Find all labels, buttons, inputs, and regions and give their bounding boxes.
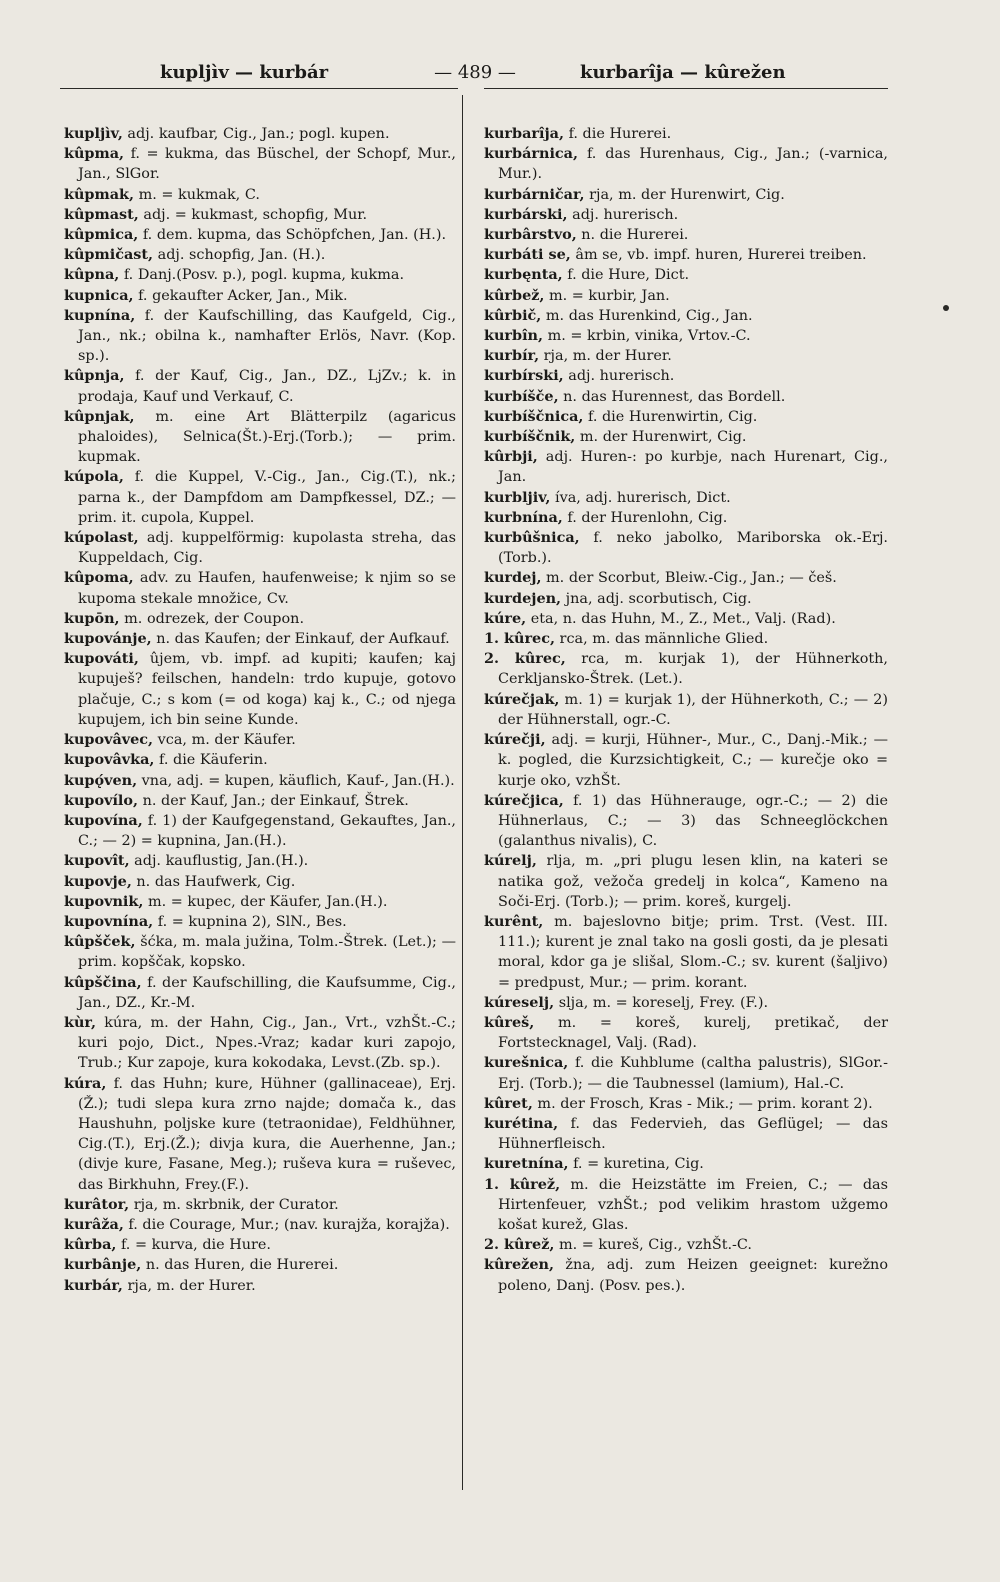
entry-definition: f. 1) das Hühnerauge, ogr.-C.; — 2) die Hühnerlaus, C.; — 3) das Schneeglöckchen (galanthus nivalis), C. bbox=[498, 792, 888, 850]
dictionary-entry bbox=[484, 1235, 888, 1255]
header-right-guide-words: kurbarîja — kûrežen bbox=[580, 62, 786, 83]
dictionary-entry bbox=[64, 366, 456, 406]
entry-definition: rlja, m. „pri plugu lesen klin, na kateri se natika gož, vežoča gredelj in kolca“, Kameno na Soči-Erj. (Torb.); — prim. koreš, kurgelj. bbox=[498, 853, 888, 910]
entry-headword: kupovje, bbox=[64, 872, 132, 890]
entry-definition: n. das Kaufen; der Einkauf, der Aufkauf. bbox=[151, 631, 450, 648]
entry-headword: kûrba, bbox=[64, 1236, 117, 1254]
dictionary-entry bbox=[64, 791, 456, 811]
entry-definition: m. der Frosch, Kras - Mik.; — prim. korant 2). bbox=[532, 1095, 873, 1112]
right-column bbox=[484, 124, 888, 1296]
entry-definition: m. = kukmak, C. bbox=[134, 186, 260, 203]
entry-headword: kurâža, bbox=[64, 1215, 124, 1233]
dictionary-entry bbox=[484, 649, 888, 689]
entry-headword: kupnica, bbox=[64, 286, 134, 304]
dictionary-entry bbox=[64, 1013, 456, 1074]
dictionary-entry bbox=[484, 185, 888, 205]
entry-headword: kurétina, bbox=[484, 1114, 559, 1132]
entry-headword: kurâtor, bbox=[64, 1195, 130, 1213]
entry-headword: kúpola, bbox=[64, 468, 124, 486]
entry-definition: m. die Heizstätte im Freien, C.; — das Hirtenfeuer, vzhŠt.; pod velikim hrastom užgemo košat kurež, Glas. bbox=[498, 1176, 888, 1233]
entry-headword: kûpmak, bbox=[64, 185, 135, 203]
entry-headword: kupljìv, bbox=[64, 125, 123, 142]
entry-headword: kupovît, bbox=[64, 852, 130, 870]
entry-headword: kurbîn, bbox=[484, 327, 544, 345]
entry-headword: kûpmast, bbox=[64, 205, 139, 223]
dictionary-entry bbox=[484, 245, 888, 265]
dictionary-entry bbox=[484, 730, 888, 791]
entry-definition: f. der Kaufschilling, das Kaufgeld, Cig., Jan., nk.; obilna k., namhafter Erlös, Navr. (Kop. sp.). bbox=[78, 307, 456, 365]
entry-headword: kúrečji, bbox=[484, 731, 546, 749]
entry-headword: kûpščina, bbox=[64, 973, 142, 991]
dictionary-entry bbox=[64, 1276, 456, 1296]
entry-definition: rja, m. der Hurer. bbox=[122, 1277, 256, 1294]
entry-definition: f. gekaufter Acker, Jan., Mik. bbox=[133, 287, 348, 304]
entry-definition: n. der Kauf, Jan.; der Einkauf, Štrek. bbox=[138, 792, 409, 809]
entry-definition: adj. Huren-: po kurbje, nach Hurenart, Cig., Jan. bbox=[498, 449, 888, 486]
entry-headword: kûpna, bbox=[64, 266, 120, 284]
dictionary-entry bbox=[64, 872, 456, 892]
entry-definition: adj. hurerisch. bbox=[563, 368, 675, 385]
entry-headword: kûreš, bbox=[484, 1013, 535, 1031]
column-divider bbox=[462, 95, 463, 1490]
dictionary-entry bbox=[484, 528, 888, 568]
entry-headword: kùr, bbox=[64, 1013, 96, 1031]
entry-headword: 2. kûrež, bbox=[484, 1236, 555, 1254]
entry-headword: kûrbež, bbox=[484, 286, 545, 304]
dictionary-entry bbox=[484, 407, 888, 427]
entry-headword: kupovína, bbox=[64, 811, 143, 829]
dictionary-entry bbox=[64, 286, 456, 306]
entry-headword: kupovánje, bbox=[64, 630, 152, 648]
entry-headword: kúreselj, bbox=[484, 993, 555, 1011]
entry-headword: kûpnja, bbox=[64, 367, 125, 385]
entry-headword: kûpoma, bbox=[64, 569, 134, 587]
entry-headword: kurbír, bbox=[484, 347, 540, 365]
entry-definition: vca, m. der Käufer. bbox=[153, 732, 296, 749]
dictionary-entry bbox=[64, 306, 456, 367]
dictionary-entry bbox=[64, 932, 456, 972]
dictionary-entry bbox=[64, 245, 456, 265]
entry-definition: f. die Kuppel, V.-Cig., Jan., Cig.(T.), nk.; parna k., der Dampfdom am Dampfkessel, DZ.; — prim. it. cupola, Kuppel. bbox=[78, 469, 456, 526]
entry-definition: m. das Hurenkind, Cig., Jan. bbox=[541, 307, 753, 324]
entry-headword: kupovílo, bbox=[64, 791, 138, 809]
entry-headword: kúrečjak, bbox=[484, 690, 560, 708]
dictionary-entry bbox=[64, 225, 456, 245]
dictionary-entry bbox=[484, 306, 888, 326]
entry-headword: kûpma, bbox=[64, 145, 125, 163]
entry-definition: m. eine Art Blätterpilz (agaricus phaloides), Selnica(Št.)-Erj.(Torb.); — prim. kupmak. bbox=[78, 408, 456, 466]
entry-definition: adj. kuppelförmig: kupolasta streha, das Kuppeldach, Cig. bbox=[78, 530, 456, 567]
dictionary-entry bbox=[64, 609, 456, 629]
entry-headword: kurešnica, bbox=[484, 1054, 569, 1072]
entry-definition: f. = kupnina 2), SlN., Bes. bbox=[153, 913, 347, 930]
dictionary-entry bbox=[64, 407, 456, 468]
dictionary-entry bbox=[484, 326, 888, 346]
dictionary-entry bbox=[64, 649, 456, 730]
entry-definition: adj. schopfig, Jan. (H.). bbox=[153, 247, 326, 264]
entry-definition: f. 1) der Kaufgegenstand, Gekauftes, Jan., C.; — 2) = kupnina, Jan.(H.). bbox=[78, 812, 456, 850]
dictionary-entry bbox=[484, 851, 888, 912]
dictionary-entry bbox=[484, 1053, 888, 1093]
entry-headword: kurbíščnica, bbox=[484, 407, 584, 425]
entry-definition: âm se, vb. impf. huren, Hurerei treiben. bbox=[570, 247, 867, 264]
entry-definition: eta, n. das Huhn, M., Z., Met., Valj. (Rad). bbox=[526, 610, 836, 627]
dictionary-entry bbox=[484, 1094, 888, 1114]
dictionary-entry bbox=[484, 508, 888, 528]
dictionary-entry bbox=[64, 185, 456, 205]
dictionary-entry bbox=[484, 427, 888, 447]
entry-headword: 1. kûrec, bbox=[484, 630, 555, 648]
entry-definition: f. das Federvieh, das Geflügel; — das Hühnerfleisch. bbox=[498, 1115, 888, 1153]
dictionary-entry bbox=[484, 286, 888, 306]
dictionary-entry bbox=[64, 1215, 456, 1235]
entry-headword: kurbęnta, bbox=[484, 266, 563, 284]
dictionary-entry bbox=[484, 629, 888, 649]
dictionary-entry bbox=[484, 912, 888, 993]
entry-headword: kurênt, bbox=[484, 912, 544, 930]
entry-headword: kúre, bbox=[484, 609, 527, 627]
entry-definition: íva, adj. hurerisch, Dict. bbox=[550, 489, 731, 506]
entry-headword: kupovâvka, bbox=[64, 751, 155, 769]
entry-definition: m. bajeslovno bitje; prim. Trst. (Vest. III. 111.); kurent je znal tako na gosli gosti, da je plesati moral, kdor ga je slišal, Slom.-C.; sv. kurent (šaljivo) = predpust, Mur.; — prim. korant. bbox=[498, 913, 888, 991]
entry-definition: f. die Käuferin. bbox=[154, 752, 268, 769]
dictionary-entry bbox=[64, 912, 456, 932]
entry-definition: m. = koreš, kurelj, pretikač, der Fortstecknagel, Valj. (Rad). bbox=[498, 1014, 888, 1052]
dictionary-entry bbox=[484, 366, 888, 386]
dictionary-entry bbox=[64, 467, 456, 528]
entry-definition: f. das Huhn; kure, Hühner (gallinaceae), Erj.(Ž.); tudi slepa kura zrno najde; domača k., das Haushuhn, poljske kure (tetraonidae), Feldhühner, Cig.(T.), Erj.(Ž.); divja kura, die Auerhenne, Jan.; (divje kure, Fasane, Meg.); ruševa kura = ruševec, das Birkhuhn, Frey.(F.). bbox=[78, 1075, 456, 1193]
dictionary-entry bbox=[484, 225, 888, 245]
entry-definition: f. = kukma, das Büschel, der Schopf, Mur., Jan., SlGor. bbox=[78, 146, 456, 183]
entry-definition: f. die Hure, Dict. bbox=[562, 267, 690, 284]
entry-headword: kupováti, bbox=[64, 650, 139, 668]
entry-definition: jna, adj. scorbutisch, Cig. bbox=[561, 590, 752, 607]
header-left-guide-words: kupljìv — kurbár bbox=[160, 62, 329, 83]
dictionary-entry bbox=[484, 346, 888, 366]
entry-definition: m. = kureš, Cig., vzhŠt.-C. bbox=[554, 1237, 752, 1254]
entry-definition: f. die Courage, Mur.; (nav. kurajža, korajža). bbox=[123, 1216, 450, 1233]
entry-headword: kúrelj, bbox=[484, 852, 537, 870]
entry-headword: kûpmičast, bbox=[64, 246, 154, 264]
entry-headword: kurbíščnik, bbox=[484, 428, 576, 446]
entry-definition: n. die Hurerei. bbox=[576, 227, 689, 244]
dictionary-entry bbox=[64, 1255, 456, 1275]
entry-definition: vna, adj. = kupen, käuflich, Kauf-, Jan.(H.). bbox=[137, 772, 455, 789]
dictionary-entry bbox=[64, 124, 456, 144]
dictionary-entry bbox=[64, 730, 456, 750]
entry-definition: f. der Kaufschilling, die Kaufsumme, Cig., Jan., DZ., Kr.-M. bbox=[78, 974, 456, 1011]
entry-headword: kupǫ́ven, bbox=[64, 771, 138, 789]
dictionary-entry bbox=[64, 144, 456, 184]
entry-definition: f. die Hurerei. bbox=[564, 126, 672, 142]
entry-definition: f. dem. kupma, das Schöpfchen, Jan. (H.). bbox=[138, 227, 447, 244]
entry-headword: kupōn, bbox=[64, 609, 120, 627]
dictionary-entry bbox=[484, 589, 888, 609]
entry-definition: rca, m. kurjak 1), der Hühnerkoth, Cerkljansko-Štrek. (Let.). bbox=[498, 651, 888, 688]
entry-headword: kurbár, bbox=[64, 1276, 123, 1294]
entry-headword: kúra, bbox=[64, 1074, 107, 1092]
entry-definition: kúra, m. der Hahn, Cig., Jan., Vrt., vzhŠt.-C.; kuri pojo, Dict., Npes.-Vraz; kadar kuri zapojo, Trub.; Kur zapoje, kura kokodaka, Levst.(Zb. sp.). bbox=[78, 1014, 456, 1072]
entry-definition: m. = kurbir, Jan. bbox=[544, 287, 670, 304]
dictionary-entry bbox=[64, 265, 456, 285]
entry-headword: kúrečjica, bbox=[484, 791, 564, 809]
entry-definition: m. = krbin, vinika, Vrtov.-C. bbox=[543, 328, 751, 345]
entry-definition: f. neko jabolko, Mariborska ok.-Erj. (Torb.). bbox=[498, 530, 888, 567]
entry-definition: f. Danj.(Posv. p.), pogl. kupma, kukma. bbox=[119, 267, 405, 284]
entry-definition: adv. zu Haufen, haufenweise; k njim so se kupoma stekale množice, Cv. bbox=[78, 570, 456, 607]
dictionary-entry bbox=[484, 1114, 888, 1154]
entry-headword: kupovâvec, bbox=[64, 731, 154, 749]
dictionary-entry bbox=[64, 771, 456, 791]
entry-definition: slja, m. = koreselj, Frey. (F.). bbox=[554, 994, 769, 1011]
dictionary-entry bbox=[484, 205, 888, 225]
entry-headword: kurbûšnica, bbox=[484, 529, 580, 547]
entry-definition: adj. kauflustig, Jan.(H.). bbox=[129, 853, 309, 870]
entry-definition: f. der Kauf, Cig., Jan., DZ., LjZv.; k. in prodaja, Kauf und Verkauf, C. bbox=[78, 368, 456, 405]
entry-definition: n. das Huren, die Hurerei. bbox=[141, 1257, 339, 1274]
entry-headword: kurbarîja, bbox=[484, 125, 564, 142]
page-header bbox=[0, 54, 1000, 90]
dictionary-entry bbox=[64, 851, 456, 871]
entry-definition: m. = kupec, der Käufer, Jan.(H.). bbox=[143, 893, 388, 910]
entry-headword: kurbáti se, bbox=[484, 246, 571, 264]
entry-headword: kurbárnica, bbox=[484, 145, 579, 163]
dictionary-entry bbox=[484, 993, 888, 1013]
entry-headword: kurbíšče, bbox=[484, 387, 559, 405]
dictionary-entry bbox=[484, 568, 888, 588]
dictionary-entry bbox=[64, 1074, 456, 1195]
entry-definition: adj. hurerisch. bbox=[567, 206, 679, 223]
entry-headword: kurbârstvo, bbox=[484, 226, 577, 244]
entry-headword: kurbnína, bbox=[484, 508, 563, 526]
entry-headword: kurdejen, bbox=[484, 589, 562, 607]
dictionary-entry bbox=[64, 750, 456, 770]
entry-headword: kurbárski, bbox=[484, 205, 568, 223]
entry-headword: kûrežen, bbox=[484, 1256, 554, 1274]
entry-headword: kûrbji, bbox=[484, 448, 538, 466]
dictionary-entry bbox=[64, 528, 456, 568]
entry-headword: 2. kûrec, bbox=[484, 650, 566, 668]
entry-headword: kûrbič, bbox=[484, 306, 542, 324]
entry-headword: kuretnína, bbox=[484, 1155, 569, 1173]
entry-definition: šćka, m. mala južina, Tolm.-Štrek. (Let.); — prim. kopščak, kopsko. bbox=[78, 934, 456, 971]
entry-definition: adj. kaufbar, Cig., Jan.; pogl. kupen. bbox=[122, 126, 390, 142]
entry-definition: f. = kurva, die Hure. bbox=[116, 1237, 272, 1254]
entry-definition: n. das Hurennest, das Bordell. bbox=[558, 388, 786, 405]
entry-definition: f. die Hurenwirtin, Cig. bbox=[583, 408, 758, 425]
entry-headword: kúpolast, bbox=[64, 529, 139, 547]
entry-headword: kurbljiv, bbox=[484, 488, 551, 506]
dictionary-entry bbox=[64, 973, 456, 1013]
entry-definition: m. der Scorbut, Bleiw.-Cig., Jan.; — češ. bbox=[541, 570, 837, 587]
dictionary-entry bbox=[484, 791, 888, 852]
entry-headword: kûpnjak, bbox=[64, 407, 135, 425]
entry-headword: kupnína, bbox=[64, 306, 136, 324]
dictionary-entry bbox=[484, 1013, 888, 1053]
dictionary-entry bbox=[64, 629, 456, 649]
page-number: — 489 — bbox=[434, 62, 516, 83]
dictionary-entry bbox=[484, 447, 888, 487]
dictionary-entry bbox=[64, 1195, 456, 1215]
dictionary-entry bbox=[64, 811, 456, 851]
ink-speck bbox=[943, 305, 949, 311]
entry-definition: f. = kuretina, Cig. bbox=[568, 1156, 704, 1173]
dictionary-entry bbox=[484, 488, 888, 508]
dictionary-entry bbox=[484, 387, 888, 407]
dictionary-entry bbox=[484, 609, 888, 629]
dictionary-entry bbox=[64, 568, 456, 608]
entry-definition: rca, m. das männliche Glied. bbox=[554, 631, 769, 648]
entry-headword: kûpmica, bbox=[64, 226, 139, 244]
entry-definition: adj. = kurji, Hühner-, Mur., C., Danj.-Mik.; — k. pogled, die Kurzsichtigkeit, C.; — kurečje oko = kurje oko, vzhŠt. bbox=[498, 732, 888, 789]
dictionary-entry bbox=[484, 1255, 888, 1295]
entry-definition: m. odrezek, der Coupon. bbox=[119, 610, 305, 627]
dictionary-entry bbox=[484, 265, 888, 285]
dictionary-entry bbox=[64, 205, 456, 225]
dictionary-entry bbox=[484, 1154, 888, 1174]
entry-headword: kupovnik, bbox=[64, 892, 144, 910]
entry-definition: rja, m. der Hurer. bbox=[539, 348, 672, 365]
entry-definition: ûjem, vb. impf. ad kupiti; kaufen; kaj kupuješ? feilschen, handeln: trdo kupuje, gotovo plačuje, C.; s kom (= od koga) kaj k., C.; od njega kupujem, ich bin seine Kunde. bbox=[78, 651, 456, 728]
entry-definition: žna, adj. zum Heizen geeignet: kurežno poleno, Danj. (Posv. pes.). bbox=[498, 1257, 888, 1294]
entry-definition: rja, m. der Hurenwirt, Cig. bbox=[584, 186, 785, 203]
entry-definition: adj. = kukmast, schopfig, Mur. bbox=[138, 206, 368, 223]
dictionary-entry bbox=[484, 1175, 888, 1236]
entry-definition: m. 1) = kurjak 1), der Hühnerkoth, C.; — 2) der Hühnerstall, ogr.-C. bbox=[498, 691, 888, 728]
header-rule-right bbox=[484, 88, 888, 89]
dictionary-entry bbox=[484, 124, 888, 144]
entry-headword: kûret, bbox=[484, 1094, 533, 1112]
entry-headword: kurbírski, bbox=[484, 367, 564, 385]
entry-definition: f. das Hurenhaus, Cig., Jan.; (-varnica, Mur.). bbox=[498, 146, 888, 183]
header-rule-left bbox=[60, 88, 458, 89]
dictionary-entry bbox=[64, 1235, 456, 1255]
dictionary-entry bbox=[484, 144, 888, 184]
entry-headword: kurbárničar, bbox=[484, 185, 585, 203]
dictionary-entry bbox=[484, 690, 888, 730]
entry-definition: m. der Hurenwirt, Cig. bbox=[575, 429, 747, 446]
entry-definition: n. das Haufwerk, Cig. bbox=[131, 873, 296, 890]
entry-headword: kupovnína, bbox=[64, 912, 154, 930]
entry-headword: kurbânje, bbox=[64, 1256, 142, 1274]
entry-headword: kurdej, bbox=[484, 569, 542, 587]
entry-headword: 1. kûrež, bbox=[484, 1175, 561, 1193]
dictionary-entry bbox=[64, 892, 456, 912]
entry-headword: kûpšček, bbox=[64, 933, 136, 951]
entry-definition: f. der Hurenlohn, Cig. bbox=[562, 509, 728, 526]
entry-definition: f. die Kuhblume (caltha palustris), SlGor.- Erj. (Torb.); — die Taubnessel (lamium), Hal.-C. bbox=[498, 1055, 888, 1092]
entry-definition: rja, m. skrbnik, der Curator. bbox=[129, 1196, 339, 1213]
left-column bbox=[64, 124, 456, 1296]
